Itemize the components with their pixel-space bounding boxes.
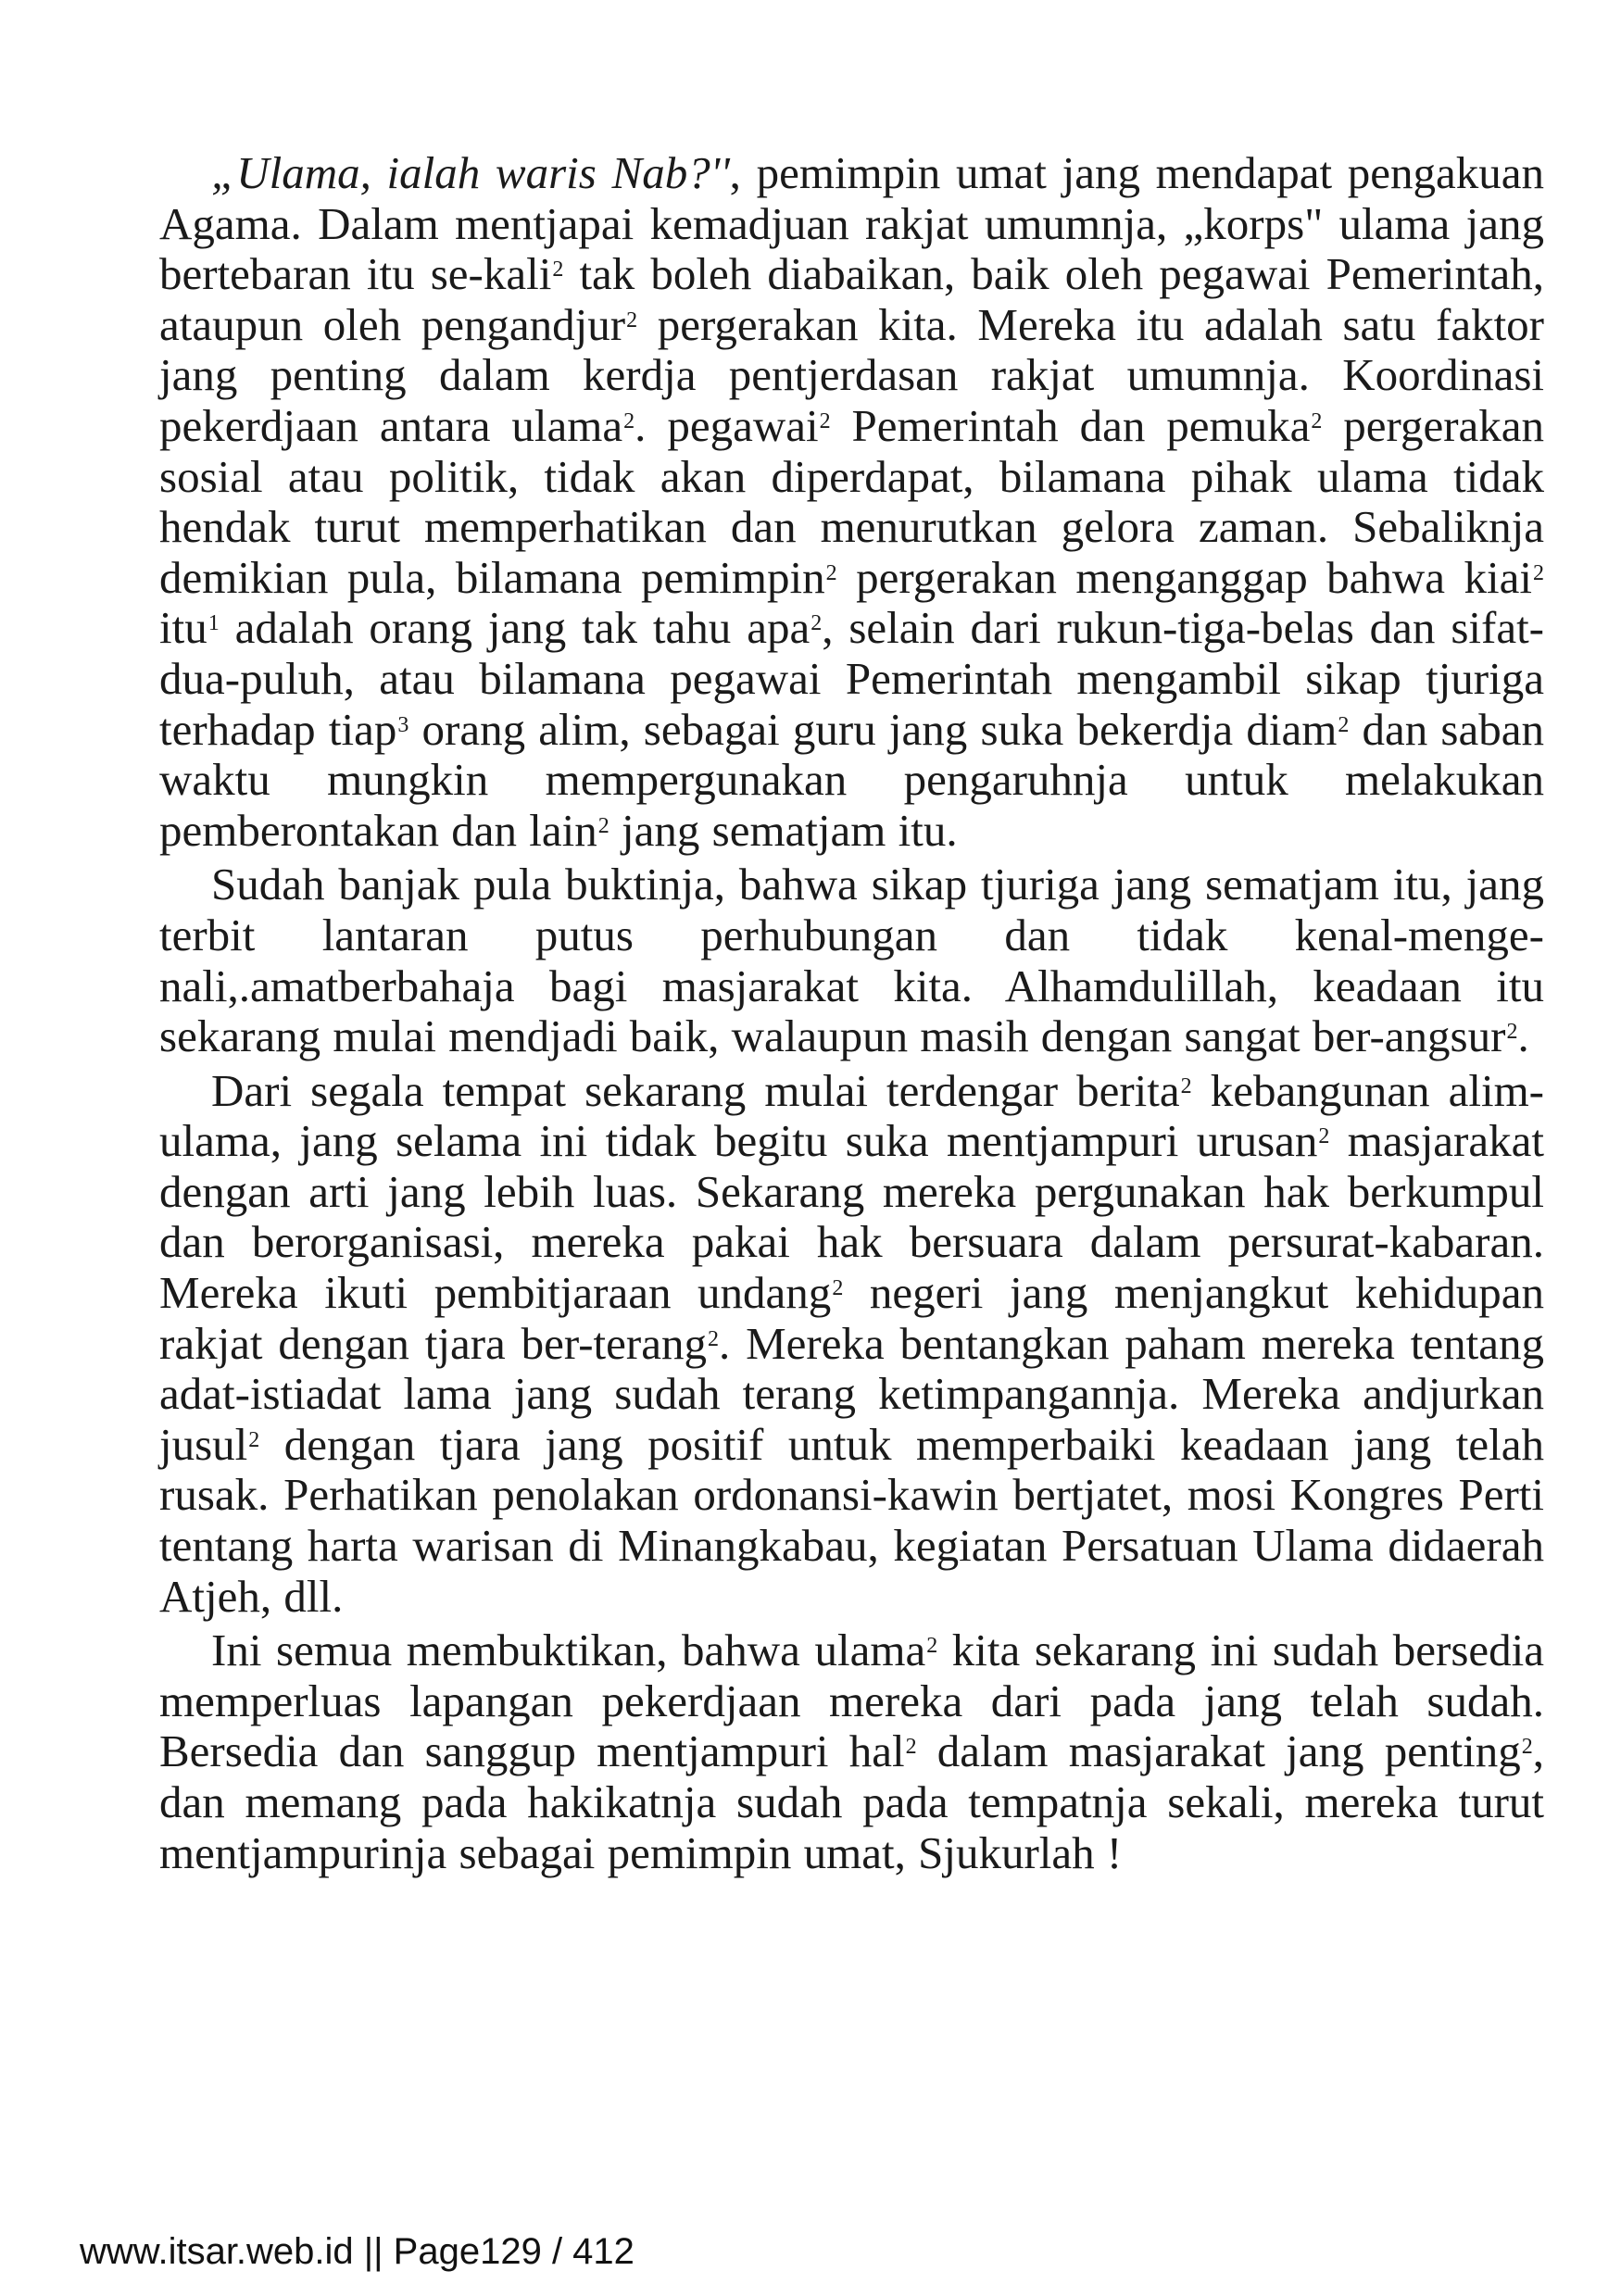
- superscript-mark: 2: [1311, 408, 1323, 433]
- superscript-mark: 2: [810, 611, 823, 636]
- paragraph-2: Sudah banjak pula buktinja, bahwa sikap tjuriga jang sematjam itu, jang terbit lantaran putus perhubungan dan tidak kenal-mengenali,.amatberbahaja bagi masjarakat kita. Alhamdulillah, keadaan itu sekarang mulai mendjadi baik, walaupun masih dengan sangat ber-angsur$^2$.: [159, 859, 1544, 1062]
- superscript-mark: 2: [1521, 1735, 1533, 1760]
- superscript-mark: 2: [707, 1326, 719, 1351]
- page-body: [159, 148, 1544, 1882]
- paragraph-4: Ini semua membuktikan, bahwa ulama$^2$ kita sekarang ini sudah bersedia memperluas lapangan pekerdjaan mereka dari pada jang telah sudah. Bersedia dan sanggup mentjampuri hal$^2$ dalam masjarakat jang penting$^2$, dan memang pada hakikatnja sudah pada tempatnja sekali, mereka turut mentjampurinja sebagai pemimpin umat, Sjukurlah !: [159, 1625, 1545, 1878]
- superscript-mark: 2: [623, 408, 635, 433]
- superscript-mark: 2: [832, 1276, 844, 1301]
- superscript-mark: 1: [207, 611, 220, 636]
- paragraph-3: Dari segala tempat sekarang mulai terdengar berita$^2$ kebangunan alim-ulama, jang selama ini tidak begitu suka mentjampuri urusan$^2$ masjarakat dengan arti jang lebih luas. Sekarang mereka pergunakan hak berkumpul dan berorganisasi, mereka pakai hak bersuara dalam persurat-kabaran. Mereka ikuti pembitjaraan undang$^2$ negeri jang menjangkut kehidupan rakjat dengan tjara ber-terang$^2$. Mereka bentangkan paham mereka tentang adat-istiadat lama jang sudah terang ketimpangannja. Mereka andjurkan jusul$^2$ dengan tjara jang positif untuk memperbaiki keadaan jang telah rusak. Perhatikan penolakan ordonansi-kawin bertjatet, mosi Kongres Perti tentang harta warisan di Minangkabau, kegiatan Persatuan Ulama didaerah Atjeh, dll.: [159, 1064, 1544, 1622]
- superscript-mark: 2: [825, 560, 837, 585]
- superscript-mark: 2: [1338, 712, 1350, 737]
- superscript-mark: 2: [552, 257, 564, 282]
- superscript-mark: 2: [926, 1634, 938, 1659]
- superscript-mark: 2: [1533, 560, 1544, 585]
- page-footer: www.itsar.web.id || Page129 / 412: [80, 2231, 635, 2272]
- superscript-mark: 3: [397, 712, 409, 737]
- superscript-mark: 2: [626, 307, 638, 332]
- superscript-mark: 2: [597, 813, 609, 838]
- italic-quote: „Ulama, ialah waris Nab?'': [211, 147, 730, 198]
- superscript-mark: 2: [1318, 1124, 1330, 1149]
- superscript-mark: 2: [1506, 1020, 1518, 1045]
- superscript-mark: 2: [1180, 1073, 1192, 1098]
- superscript-mark: 2: [819, 408, 831, 433]
- superscript-mark: 2: [248, 1427, 260, 1452]
- superscript-mark: 2: [905, 1735, 917, 1760]
- paragraph-1: „Ulama, ialah waris Nab?'', pemimpin umat jang mendapat pengakuan Agama. Dalam mentjapai kemadjuan rakjat umumnja, „korps" ulama jang bertebaran itu se-kali$^2$ tak boleh diabaikan, baik oleh pegawai Pemerintah, ataupun oleh pengandjur$^2$ pergerakan kita. Mereka itu adalah satu faktor jang penting dalam kerdja pentjerdasan rakjat umumnja. Koordinasi pekerdjaan antara ulama$^2$. pegawai$^2$ Pemerintah dan pemuka$^2$ pergerakan sosial atau politik, tidak akan diperdapat, bilamana pihak ulama tidak hendak turut memperhatikan dan menurutkan gelora zaman. Sebaliknja demikian pula, bilamana pemimpin$^2$ pergerakan menganggap bahwa kiai$^2$ itu$^1$ adalah orang jang tak tahu apa$^2$, selain dari rukun-tiga-belas dan sifat-dua-puluh, atau bilamana pegawai Pemerintah mengambil sikap tjuriga terhadap tiap$^3$ orang alim, sebagai guru jang suka bekerdja diam$^2$ dan saban waktu mungkin mempergunakan pengaruhnja untuk melakukan pemberontakan dan lain$^2$ jang sematjam itu.: [159, 147, 1545, 856]
